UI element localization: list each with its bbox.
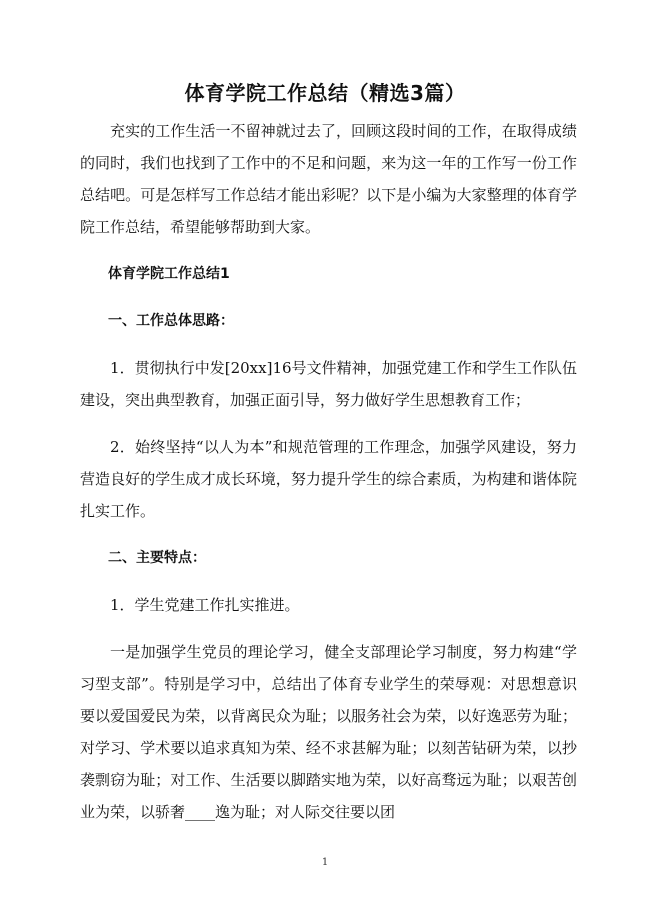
page-number: 1 bbox=[321, 857, 329, 868]
approach-item-1: 1．贯彻执行中发[20xx]16号文件精神，加强党建工作和学生工作队伍建设，突出典型教育，加强正面引导，努力做好学生思想教育工作； bbox=[80, 359, 577, 409]
intro-paragraph: 充实的工作生活一不留神就过去了，回顾这段时间的工作，在取得成绩的同时，我们也找到了工作中的不足和问题，来为这一年的工作写一份工作总结吧。可是怎样写工作总结才能出彩呢？以下是小编为大家整理的体育学院工作总结，希望能够帮助到大家。 bbox=[80, 122, 577, 236]
approach-item-2: 2．始终坚持“以人为本”和规范管理的工作理念，加强学风建设，努力营造良好的学生成才成长环境，努力提升学生的综合素质，为构建和谐体院扎实工作。 bbox=[80, 438, 577, 520]
heading-overall-approach: 一、工作总体思路： bbox=[108, 313, 234, 329]
heading-main-features: 二、主要特点： bbox=[108, 550, 206, 566]
feature-item-1: 1．学生党建工作扎实推进。 bbox=[110, 596, 300, 614]
party-building-paragraph: 一是加强学生党员的理论学习，健全支部理论学习制度，努力构建“学习型支部”。特别是学习中，总结出了体育专业学生的荣辱观：对思想意识要以爱国爱民为荣，以背离民众为耻；以服务社会为荣，以好逸恶劳为耻；对学习、学术要以追求真知为荣、经不求甚解为耻；以刻苦钻研为荣，以抄袭剽窃为耻；对工作、生活要以脚踏实地为荣，以好高骛远为耻；以艰苦创业为荣，以骄奢____逸为耻；对人际交往要以团 bbox=[80, 643, 577, 821]
section-title: 体育学院工作总结1 bbox=[108, 266, 230, 282]
document-body bbox=[80, 115, 577, 843]
document-title: 体育学院工作总结（精选3篇） bbox=[184, 81, 466, 105]
